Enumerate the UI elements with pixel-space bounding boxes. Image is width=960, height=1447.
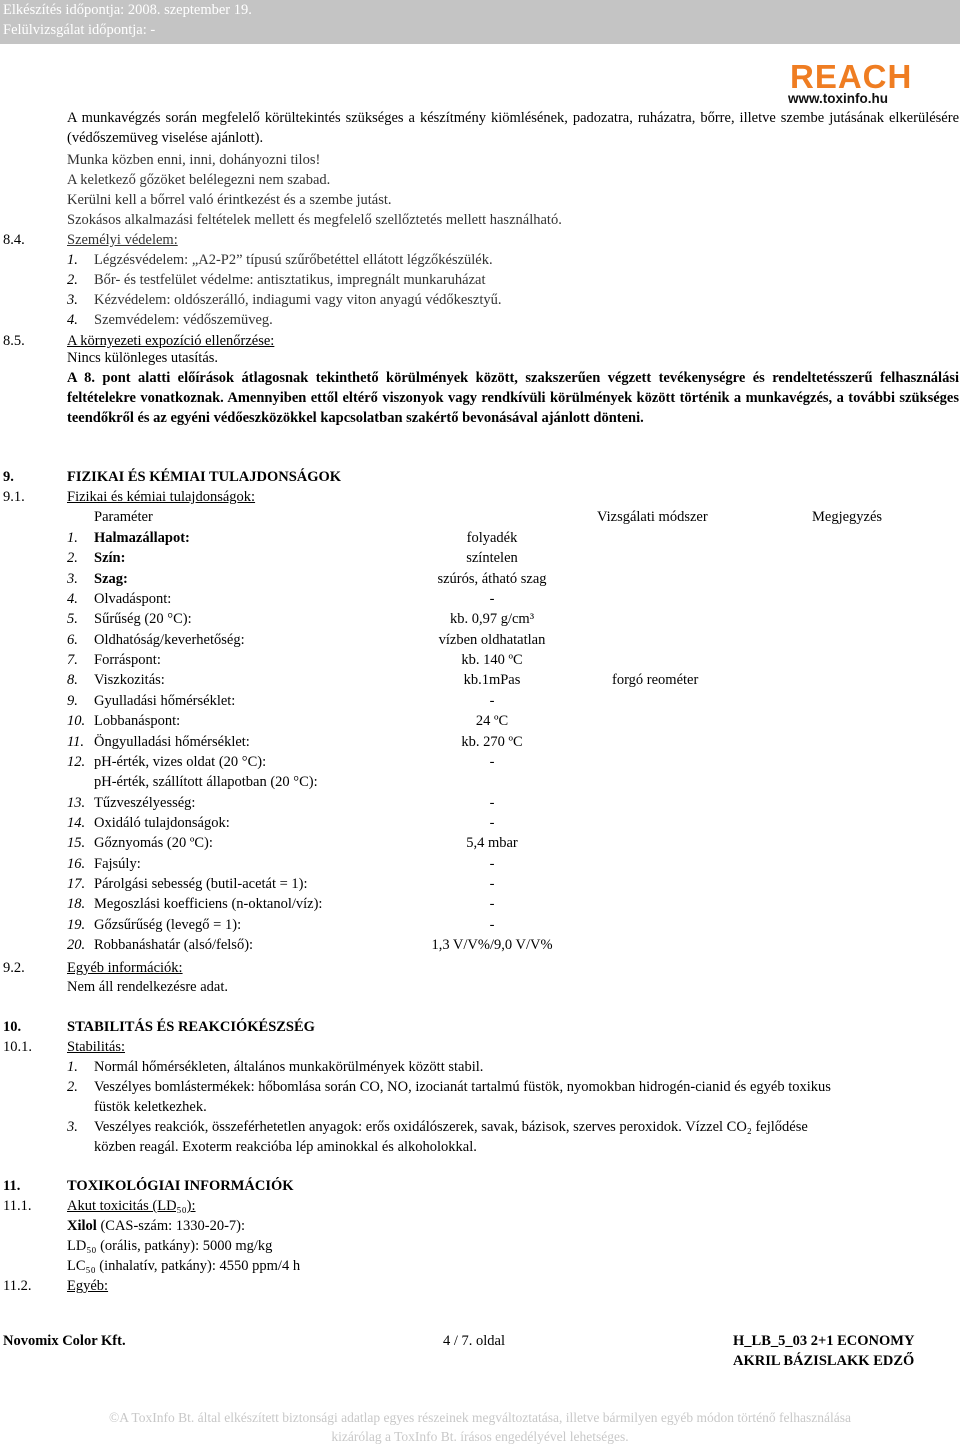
property-label: Gőznyomás (20 ºC): — [94, 835, 213, 852]
s84-item-num: 3. — [67, 292, 78, 308]
property-value: - — [489, 855, 495, 872]
col-note: Megjegyzés — [812, 509, 883, 525]
s111-num: 11.1. — [3, 1198, 32, 1214]
sec8-line3: A keletkező gőzöket belélegezni nem szabad. — [67, 172, 331, 188]
header-band — [0, 0, 960, 44]
property-value: szúrós, átható szag — [437, 570, 547, 587]
footer-company: Novomix Color Kft. — [3, 1333, 126, 1349]
property-value: kb.1mPas — [463, 672, 521, 689]
property-label: Párolgási sebesség (butil-acetát = 1): — [94, 875, 308, 892]
property-value: - — [489, 896, 495, 913]
property-label: Lobbanáspont: — [94, 713, 181, 730]
s84-item-text: Kézvédelem: oldószerálló, indiagumi vagy viton anyagú védőkesztyű. — [94, 292, 502, 308]
property-num: 19. — [67, 916, 86, 933]
col-method: Vizsgálati módszer — [597, 509, 708, 525]
col-param: Paraméter — [94, 509, 153, 525]
s85-text: Nincs különleges utasítás. — [67, 350, 219, 366]
property-label: Szín: — [94, 550, 126, 567]
s85-title: A környezeti expozíció ellenőrzése: — [67, 333, 275, 349]
property-num: 5. — [67, 611, 78, 628]
property-label: Szag: — [94, 570, 128, 587]
copyright-line2: kizárólag a ToxInfo Bt. írásos engedélyével lehetséges. — [331, 1429, 629, 1444]
xilol-cas: (CAS-szám: 1330-20-7): — [96, 1218, 246, 1234]
property-label: Halmazállapot: — [94, 530, 190, 546]
property-num: 9. — [67, 692, 78, 709]
property-num: 7. — [67, 652, 78, 669]
property-method: forgó reométer — [612, 672, 699, 689]
property-num: 17. — [67, 875, 86, 892]
property-value: 5,4 mbar — [466, 835, 518, 852]
property-value: kb. 0,97 g/cm³ — [449, 611, 535, 628]
footer-code1: H_LB_5_03 2+1 ECONOMY — [733, 1333, 915, 1349]
property-label: Gyulladási hőmérséklet: — [94, 692, 236, 709]
property-label: Oldhatóság/keverhetőség: — [94, 631, 245, 648]
footer-page: 4 / 7. oldal — [443, 1333, 506, 1349]
s84-num: 8.4. — [3, 232, 25, 248]
lc50-line: LC₅₀ (inhalatív, patkány): 4550 ppm/4 h — [67, 1258, 301, 1274]
sec8-para1: A munkavégzés során megfelelő körültekintés szükséges a készítmény kiömlésének, padozatra, ruházatra, bőrre, illetve szembe jutásának elkerülésére (védőszemüveg viselése ajánlott). — [67, 110, 959, 146]
xilol-name: Xilol — [67, 1218, 97, 1234]
ld50-line: LD₅₀ (orális, patkány): 5000 mg/kg — [67, 1238, 273, 1254]
property-num: 8. — [67, 672, 78, 689]
property-value: - — [489, 591, 495, 608]
sec9-title: FIZIKAI ÉS KÉMIAI TULAJDONSÁGOK — [67, 469, 342, 485]
property-label: Sűrűség (20 °C): — [94, 611, 192, 628]
property-value: 1,3 V/V%/9,0 V/V% — [431, 937, 553, 953]
sec10-title: STABILITÁS ÉS REAKCIÓKÉSZSÉG — [67, 1019, 315, 1035]
s112-num: 11.2. — [3, 1278, 32, 1294]
property-num: 3. — [67, 570, 78, 587]
date-revised: Felülvizsgálat időpontja: - — [3, 22, 156, 38]
s92-num: 9.2. — [3, 960, 25, 976]
s101-item2a: Veszélyes bomlástermékek: hőbomlása során CO, NO, izocianát tartalmú füstök, nyomokban hidrogén-cianid és egyéb toxikus — [94, 1079, 831, 1095]
property-label: Megoszlási koefficiens (n-oktanol/víz): — [94, 896, 323, 913]
property-label: Forráspont: — [94, 652, 161, 669]
s84-item-text: Szemvédelem: védőszemüveg. — [94, 312, 273, 328]
property-value: - — [489, 692, 495, 709]
property-num: 12. — [67, 753, 86, 770]
property-value: folyadék — [466, 530, 518, 546]
s84-item-num: 1. — [67, 252, 78, 268]
property-num: 10. — [67, 713, 86, 730]
s92-text: Nem áll rendelkezésre adat. — [67, 979, 229, 995]
s92-title: Egyéb információk: — [67, 960, 183, 976]
sec8-line4: Kerülni kell a bőrrel való érintkezést és a szembe jutást. — [67, 192, 392, 208]
property-num: 18. — [67, 896, 86, 913]
sec11-num: 11. — [3, 1178, 21, 1194]
property-label: Gőzsűrűség (levegő = 1): — [94, 916, 242, 933]
s84-item-num: 2. — [67, 272, 78, 288]
s91-num: 9.1. — [3, 489, 25, 505]
property-value: - — [489, 753, 495, 770]
property-value: kb. 140 ºC — [461, 652, 523, 669]
s101-item2-num: 2. — [67, 1079, 78, 1095]
property-num: 2. — [67, 550, 78, 567]
sec9-num: 9. — [3, 469, 14, 485]
property-label: pH-érték, vizes oldat (20 °C): — [94, 753, 267, 770]
sec8-line2: Munka közben enni, inni, dohányozni tilos! — [67, 152, 321, 168]
s111-title: Akut toxicitás (LD₅₀): — [67, 1198, 196, 1214]
property-num: 6. — [67, 631, 78, 648]
property-label: Robbanáshatár (alsó/felső): — [94, 937, 254, 953]
property-num: 4. — [67, 591, 78, 608]
property-label: Viszkozitás: — [94, 672, 165, 689]
property-value: - — [489, 916, 495, 933]
s101-item1-num: 1. — [67, 1059, 78, 1075]
property-label: Oxidáló tulajdonságok: — [94, 814, 230, 831]
s91-title: Fizikai és kémiai tulajdonságok: — [67, 489, 256, 505]
property-label: Olvadáspont: — [94, 591, 172, 608]
s84-item-text: Bőr- és testfelület védelme: antisztatikus, impregnált munkaruházat — [94, 272, 486, 288]
date-created: Elkészítés időpontja: 2008. szeptember 19. — [3, 2, 252, 18]
xilol-line — [67, 1217, 245, 1235]
s101-item3-num: 3. — [67, 1119, 78, 1135]
property-value: 24 ºC — [475, 713, 509, 730]
property-label: Tűzveszélyesség: — [94, 794, 196, 811]
s101-title: Stabilitás: — [67, 1039, 125, 1055]
property-value: színtelen — [466, 550, 518, 567]
property-num: 13. — [67, 794, 86, 811]
property-value: - — [489, 814, 495, 831]
s101-item2b: füstök keletkezhek. — [94, 1099, 207, 1115]
sec8-bold-para: A 8. pont alatti előírások átlagosnak tekinthető körülmények között, szakszerűen végzett tevékenységre és rendeltetésszerű felhasználási feltételekre vonatkoznak. Amennyiben ettől eltérő viszonyok vagy rendkívüli körülmények között történik a munkavégzés, a további szükséges teendőkről és az egyéni védőeszközökkel kapcsolatban szakértő bevonásával ajánlott dönteni. — [67, 370, 959, 426]
footer-code2: AKRIL BÁZISLAKK EDZŐ — [733, 1353, 915, 1369]
property-label: pH-érték, szállított állapotban (20 °C): — [94, 774, 318, 791]
property-num: 11. — [67, 733, 85, 750]
reach-logo: REACH www.toxinfo.hu — [788, 58, 913, 106]
s84-item-text: Légzésvédelem: „A2-P2” típusú szűrőbetéttel ellátott légzőkészülék. — [94, 252, 493, 268]
s84-title: Személyi védelem: — [67, 232, 178, 248]
sec11-title: TOXIKOLÓGIAI INFORMÁCIÓK — [67, 1178, 294, 1194]
sec8-line5: Szokásos alkalmazási feltételek mellett és megfelelő szellőztetés mellett használható. — [67, 212, 562, 228]
s112-title: Egyéb: — [67, 1278, 109, 1294]
property-value: - — [489, 875, 495, 892]
property-num: 15. — [67, 835, 86, 852]
property-value: kb. 270 ºC — [461, 733, 523, 750]
property-num: 14. — [67, 814, 86, 831]
property-num: 16. — [67, 855, 86, 872]
copyright-line1: ©A ToxInfo Bt. által elkészített biztonsági adatlap egyes részeinek megváltoztatása, illetve bármilyen egyéb módon történő felhasználása — [109, 1410, 851, 1425]
property-value: vízben oldhatatlan — [438, 631, 546, 648]
property-num: 1. — [67, 530, 78, 546]
property-label: Öngyulladási hőmérséklet: — [94, 733, 250, 750]
property-label: Fajsúly: — [94, 855, 141, 872]
s101-item1: Normál hőmérsékleten, általános munkakörülmények között stabil. — [94, 1059, 484, 1075]
sec10-num: 10. — [3, 1019, 22, 1035]
s101-item3a: Veszélyes reakciók, összeférhetetlen anyagok: erős oxidálószerek, savak, bázisok, szerves peroxidok. Vízzel CO₂ fejlődése — [94, 1119, 808, 1135]
s101-num: 10.1. — [3, 1039, 32, 1055]
property-value: - — [489, 794, 495, 811]
s101-item3b: közben reagál. Exoterm reakcióba lép aminokkal és alkoholokkal. — [94, 1139, 477, 1155]
s84-item-num: 4. — [67, 312, 78, 328]
s85-num: 8.5. — [3, 333, 25, 349]
property-num: 20. — [67, 937, 86, 953]
